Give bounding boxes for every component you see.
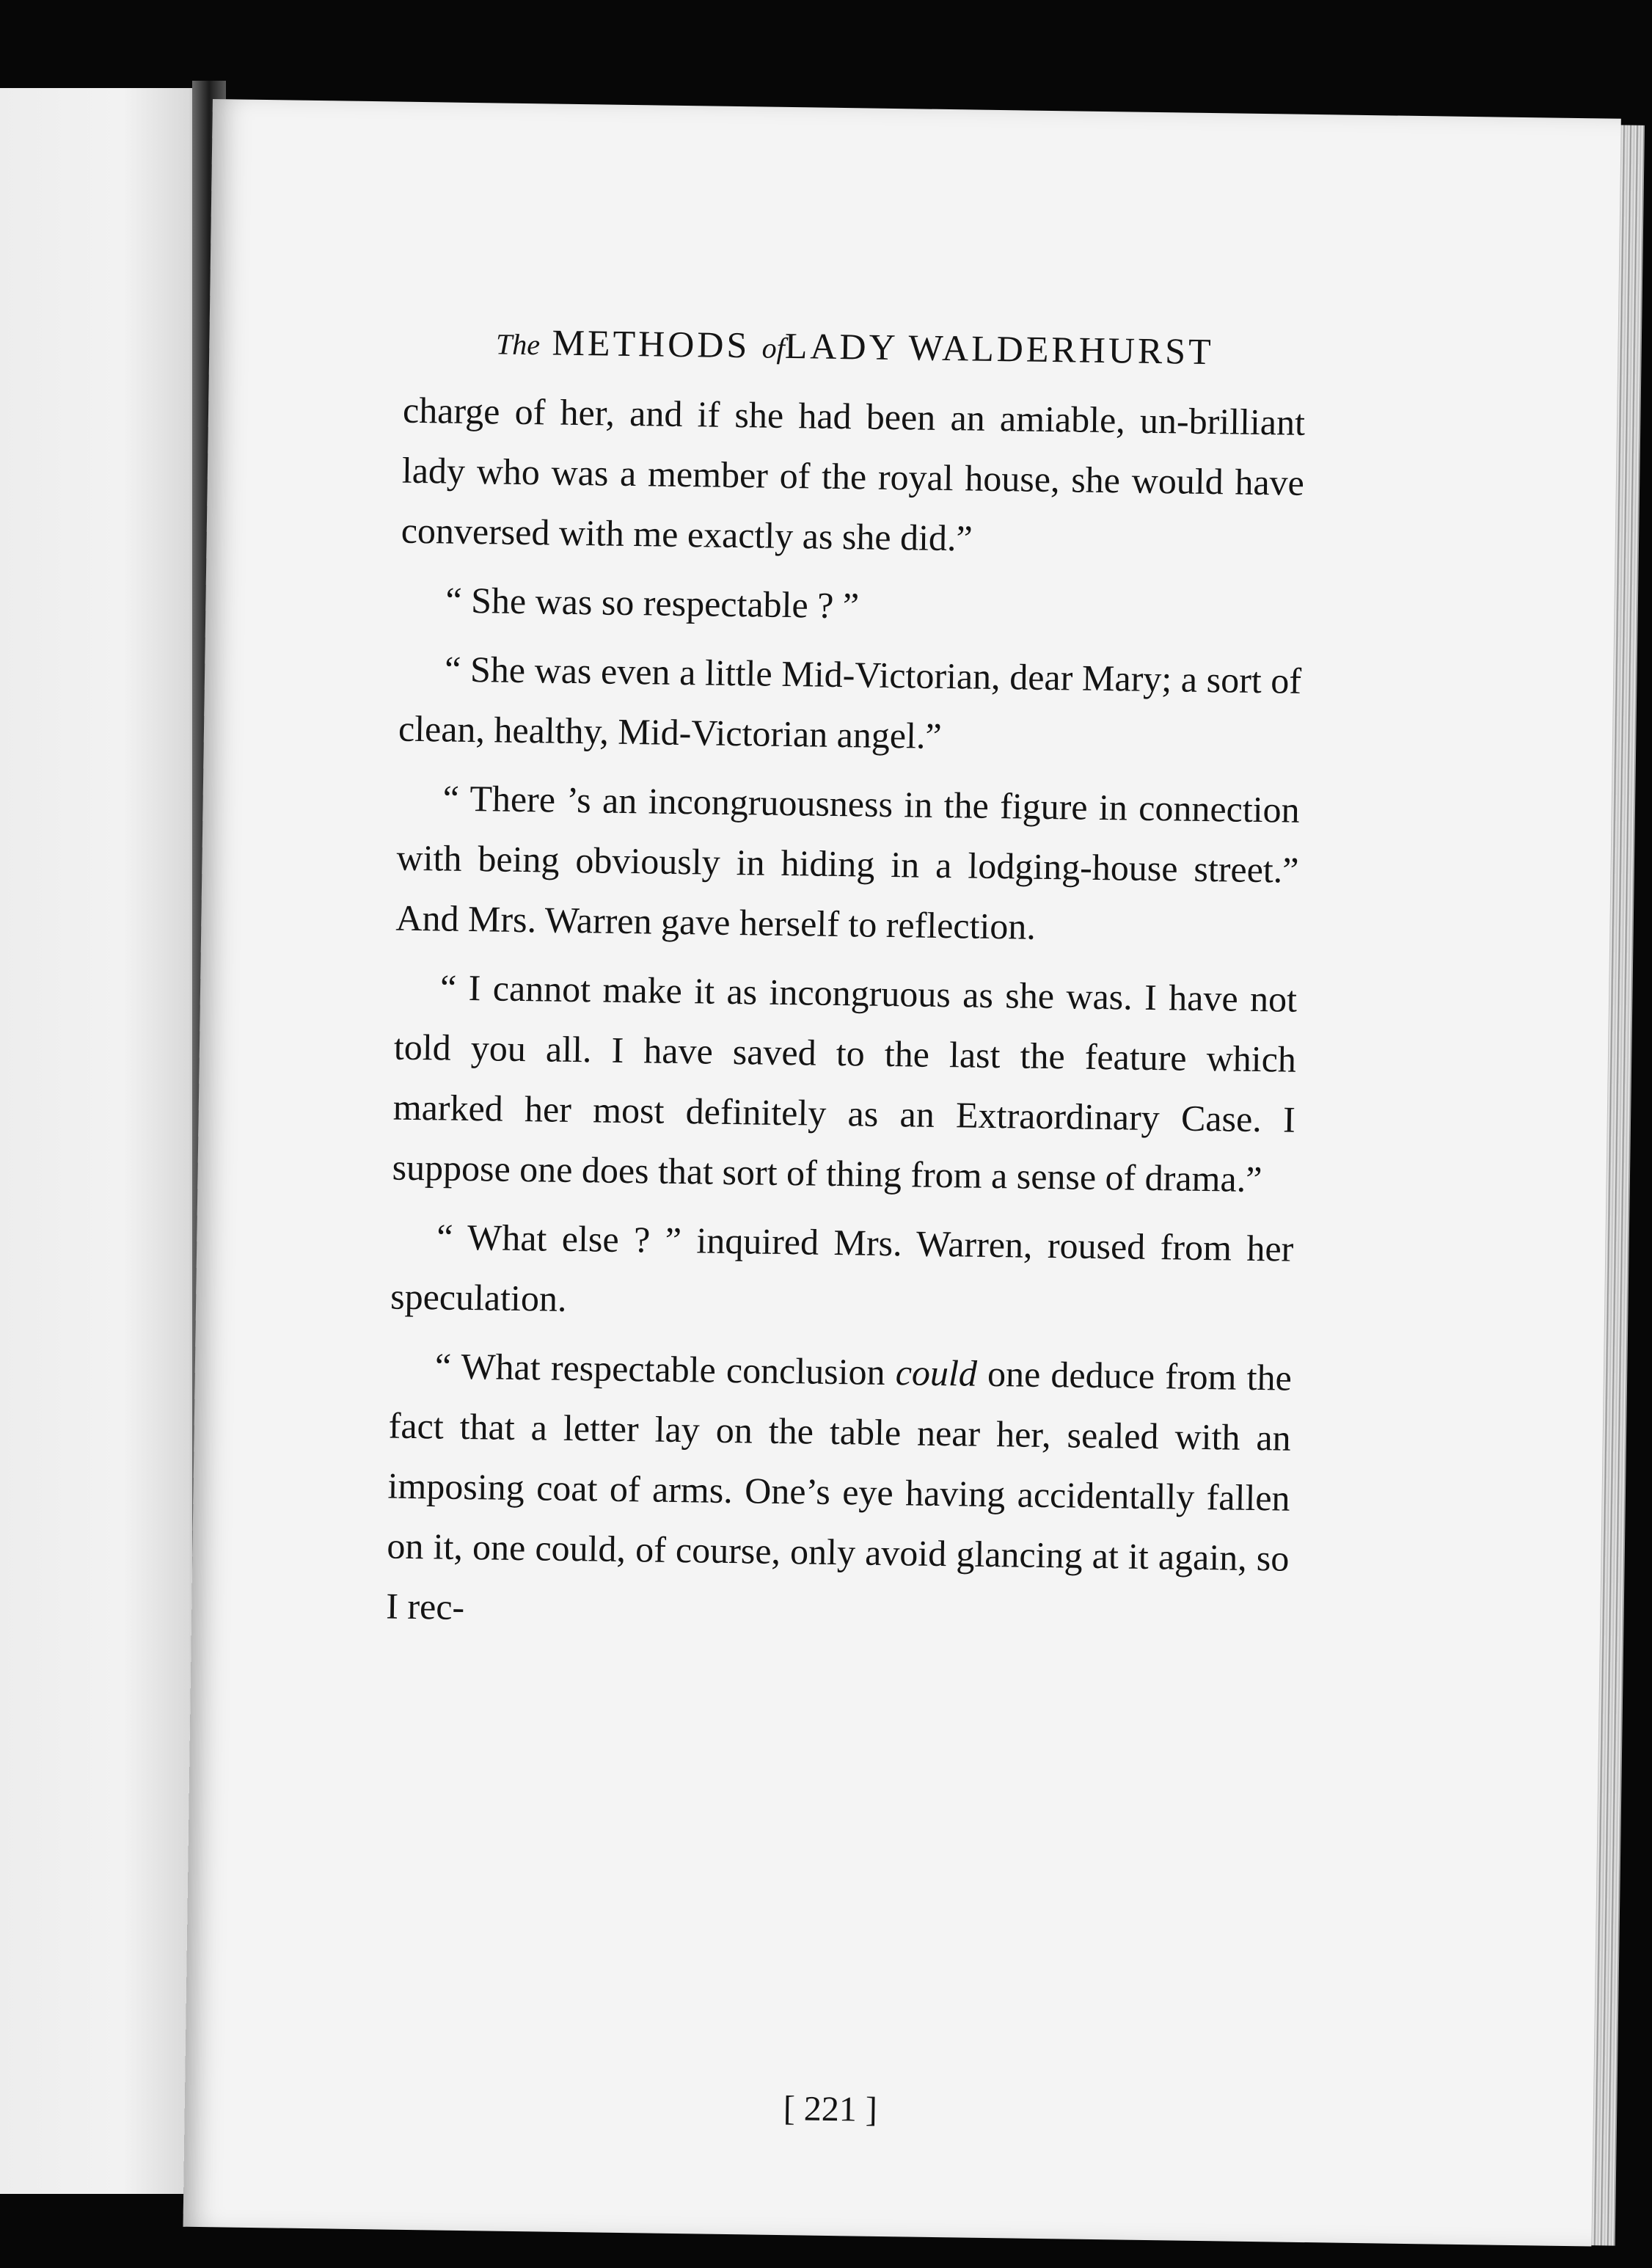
previous-page-edge — [0, 88, 205, 2194]
text-block — [386, 318, 1306, 1658]
paragraph-4: “ There ’s an incongruousness in the figure in connection with being obviously in hiding in a lodging-house street.” And Mrs. Warren gave herself to reflection. — [395, 777, 1301, 947]
book-page — [183, 99, 1621, 2247]
paragraph-5: “ I cannot make it as incongruous as she was. I have not told you all. I have saved to the last the feature which marked her most definitely as an Extraordinary Case. I suppose one does that sort of thing from a sense of drama.” — [392, 966, 1298, 1200]
running-head-title-part1: METHODS — [552, 321, 750, 366]
paragraph-1: charge of her, and if she had been an amiable, un-brilliant lady who was a member of the royal house, she would have conversed with me exactly as she did.” — [401, 389, 1306, 559]
paragraph-3: “ She was even a little Mid-Victorian, dear Mary; a sort of clean, healthy, Mid-Victorian angel.” — [398, 648, 1302, 756]
running-head-connector: of — [761, 331, 786, 365]
paragraph-7-emphasis: could — [895, 1352, 978, 1394]
paragraph-7-after: one deduce from the fact that a letter lay on the table near her, sealed with an imposing coat of arms. One’s eye having accidentally fallen on it, one could, of course, only avoid glancing at it again, so I rec- — [385, 1352, 1293, 1627]
page-number: [ 221 ] — [783, 2089, 878, 2129]
running-head-prefix: The — [495, 327, 541, 362]
paragraph-7 — [386, 1335, 1293, 1649]
paragraph-2: “ She was so respectable ? ” — [445, 579, 860, 627]
paragraph-6: “ What else ? ” inquired Mrs. Warren, roused from her speculation. — [390, 1216, 1294, 1319]
running-head-title-part2: LADY WALDERHURST — [784, 324, 1215, 373]
paragraph-7-before: “ What respectable conclusion — [434, 1345, 896, 1393]
running-head — [403, 318, 1306, 378]
